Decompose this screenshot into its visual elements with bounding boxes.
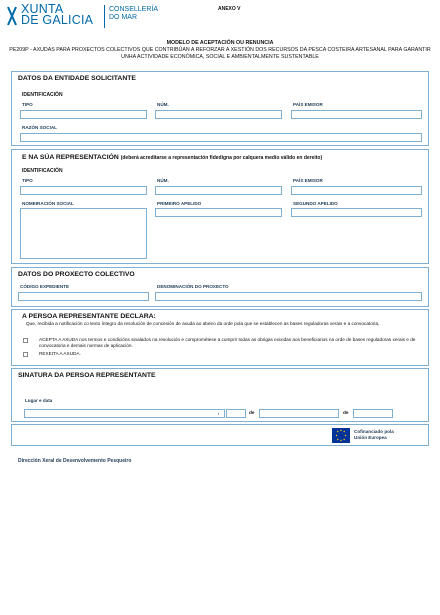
logo-divider — [104, 5, 105, 28]
document-subtitle: PE209P - AXUDAS PARA PROXECTOS COLECTIVOS QUE CONTRIBÚAN A REFORZAR A XESTIÓN DOS RECURSOS DA PESCA COSTEIRA ARTESANAL PARA GARANTIR UNHA ACTIVIDADE ECONÓMICA, SOCIAL E AMBIENTALMENTE SUSTENTABLE — [9, 47, 431, 60]
annex-label: ANEXO V — [218, 6, 241, 12]
place-date-comma: , — [218, 410, 220, 415]
applicant-section — [11, 71, 429, 146]
applicant-number-field[interactable] — [155, 110, 282, 119]
project-name-field[interactable] — [155, 292, 422, 301]
applicant-business-name-field[interactable] — [20, 133, 422, 142]
logo-name-line2: DE GALICIA — [21, 13, 94, 27]
representative-country-label: PAÍS EMISOR — [293, 178, 323, 183]
project-section-title: DATOS DO PROXECTO COLECTIVO — [18, 271, 135, 278]
representative-type-field[interactable] — [20, 186, 147, 195]
representative-second-surname-label: SEGUNDO APELIDO — [293, 201, 338, 206]
eu-flag-icon — [332, 428, 350, 443]
representative-name-field[interactable] — [20, 208, 147, 259]
declaration-section — [11, 309, 429, 366]
year-field[interactable] — [353, 409, 393, 418]
accept-aid-checkbox[interactable] — [23, 338, 28, 343]
eu-cofunded-line2: Unión Europea — [354, 435, 387, 440]
applicant-country-label: PAÍS EMISOR — [293, 102, 323, 107]
eu-cofunded-line1: Cofinanciado pola — [354, 429, 394, 434]
applicant-business-name-label: RAZÓN SOCIAL — [22, 125, 57, 130]
reject-aid-text: REXEITA A AXUDA. — [39, 351, 81, 356]
project-section — [11, 267, 429, 307]
representative-country-field[interactable] — [291, 186, 422, 195]
day-field[interactable] — [226, 409, 246, 418]
month-field[interactable] — [259, 409, 339, 418]
reject-aid-checkbox[interactable] — [23, 352, 28, 357]
place-field[interactable] — [24, 409, 225, 418]
declaration-section-title: A PERSOA REPRESENTANTE DECLARA: — [22, 313, 156, 320]
xunta-logo — [7, 4, 157, 30]
footer-department: Dirección Xeral de Desenvolvemento Pesqueiro — [18, 458, 132, 464]
representative-first-surname-field[interactable] — [155, 208, 282, 217]
applicant-country-field[interactable] — [291, 110, 422, 119]
representative-type-label: TIPO — [22, 178, 33, 183]
project-code-field[interactable] — [18, 292, 149, 301]
representative-name-label: NOMEIRACIÓN SOCIAL — [22, 201, 74, 206]
applicant-identification-heading: IDENTIFICACIÓN — [22, 92, 63, 98]
logo-dept-line2: DO MAR — [109, 14, 137, 21]
project-name-label: DENOMINACIÓN DO PROXECTO — [157, 284, 229, 289]
applicant-section-title: DATOS DA ENTIDADE SOLICITANTE — [18, 75, 136, 82]
accept-aid-text: ACEPTA A AXUDA nos termos e condicións sinalados na resolución e comprométese a cumprir todas as obrigas exixidas aos beneficiarios na orde de bases reguladoras xerais e de convocatoria e demais normas de aplicación. — [39, 337, 416, 348]
place-date-label: Lugar e data — [25, 398, 53, 403]
representative-section — [11, 149, 429, 264]
applicant-type-label: TIPO — [22, 102, 33, 107]
xunta-emblem-icon — [7, 5, 17, 27]
funding-section — [11, 424, 429, 446]
representative-number-label: NÚM. — [157, 178, 169, 183]
signature-section-title: SINATURA DA PERSOA REPRESENTANTE — [18, 372, 156, 379]
day-month-separator: de — [249, 410, 255, 415]
logo-name-line1: XUNTA — [21, 2, 64, 16]
applicant-number-label: NÚM. — [157, 102, 169, 107]
representative-identification-heading: IDENTIFICACIÓN — [22, 168, 63, 174]
representative-second-surname-field[interactable] — [291, 208, 422, 217]
signature-section — [11, 368, 429, 422]
representative-number-field[interactable] — [155, 186, 282, 195]
project-code-label: CÓDIGO EXPEDIENTE — [20, 284, 70, 289]
representative-note: (deberá acreditarse a representación fidedigna por calquera medio válido en dereito) — [120, 155, 323, 161]
representative-first-surname-label: PRIMEIRO APELIDO — [157, 201, 202, 206]
applicant-type-field[interactable] — [20, 110, 147, 119]
document-title: MODELO DE ACEPTACIÓN OU RENUNCIA — [166, 40, 274, 46]
declaration-intro: Que, recibida a notificación co texto íntegro da resolución de concesión de axuda ao abeiro da orde pola que se establecen as bases reguladoras xerais e a convocatoria, — [26, 321, 380, 326]
logo-dept-line1: CONSELLERÍA — [109, 6, 159, 13]
month-year-separator: de — [343, 410, 349, 415]
representative-section-title: E NA SÚA REPRESENTACIÓN — [22, 154, 119, 161]
